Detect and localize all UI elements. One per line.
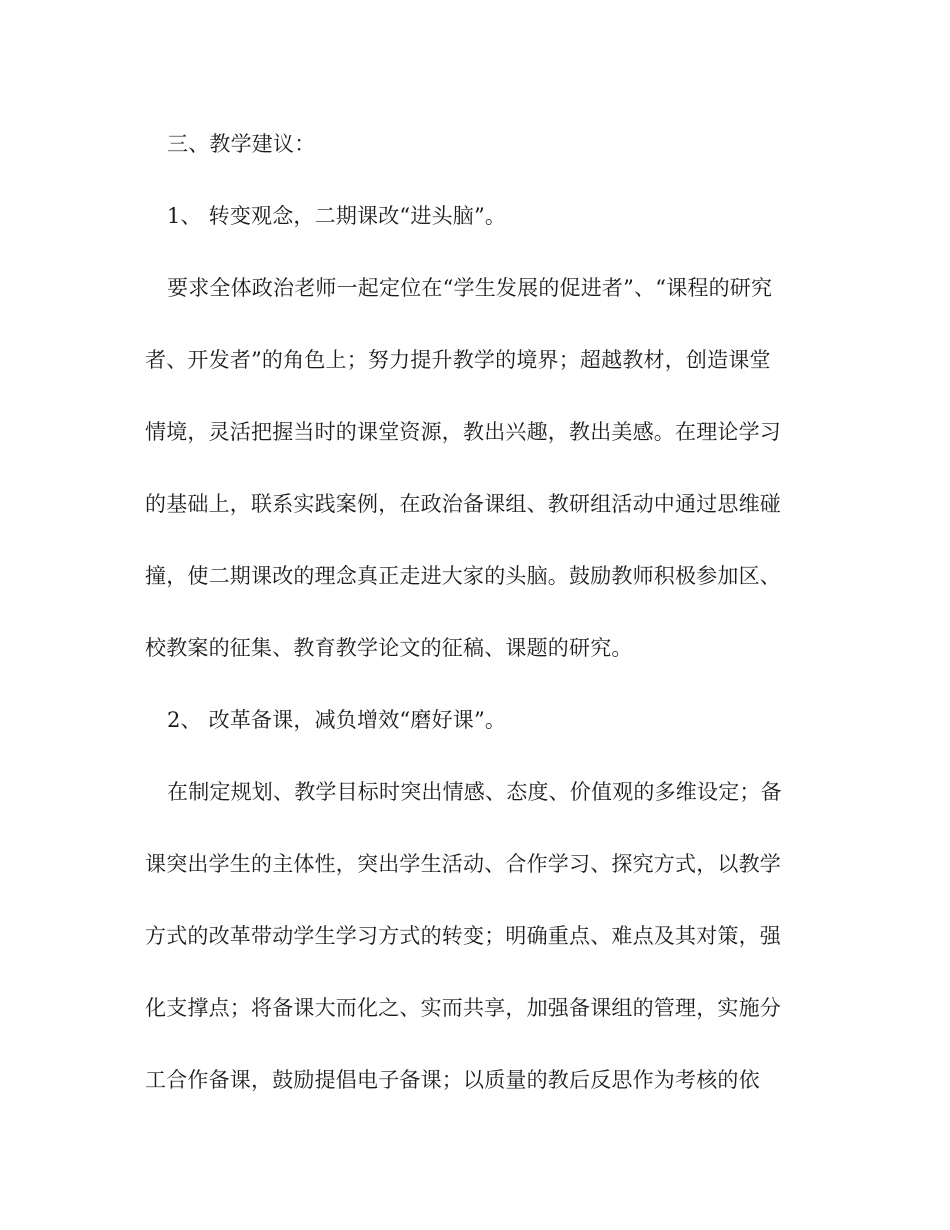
paragraph-1-line-1: 要求全体政治老师一起定位在“学生发展的促进者”、“课程的研究 (167, 276, 773, 300)
paragraph-2-line-1: 在制定规划、教学目标时突出情感、态度、价值观的多维设定；备 (167, 780, 782, 804)
paragraph-2-line-3: 方式的改革带动学生学习方式的转变；明确重点、难点及其对策，强 (145, 924, 781, 948)
paragraph-1-line-6: 校教案的征集、教育教学论文的征稿、课题的研究。 (145, 636, 633, 660)
paragraph-2-line-2: 课突出学生的主体性，突出学生活动、合作学习、探究方式，以教学 (145, 852, 781, 876)
subheading-2: 2、 改革备课，减负增效“磨好课”。 (167, 708, 507, 732)
paragraph-1-line-4: 的基础上，联系实践案例，在政治备课组、教研组活动中通过思维碰 (145, 492, 781, 516)
paragraph-2-line-5: 工合作备课，鼓励提倡电子备课；以质量的教后反思作为考核的依 (145, 1068, 760, 1092)
paragraph-1-line-3: 情境，灵活把握当时的课堂资源，教出兴趣，教出美感。在理论学习 (145, 420, 781, 444)
paragraph-1-line-5: 撞，使二期课改的理念真正走进大家的头脑。鼓励教师积极参加区、 (145, 564, 781, 588)
section-heading: 三、教学建议： (167, 132, 316, 156)
paragraph-2-line-4: 化支撑点；将备课大而化之、实而共享，加强备课组的管理，实施分 (145, 996, 781, 1020)
paragraph-1-line-2: 者、开发者”的角色上；努力提升教学的境界；超越教材，创造课堂 (145, 348, 771, 372)
subheading-1: 1、 转变观念，二期课改“进头脑”。 (167, 204, 507, 228)
